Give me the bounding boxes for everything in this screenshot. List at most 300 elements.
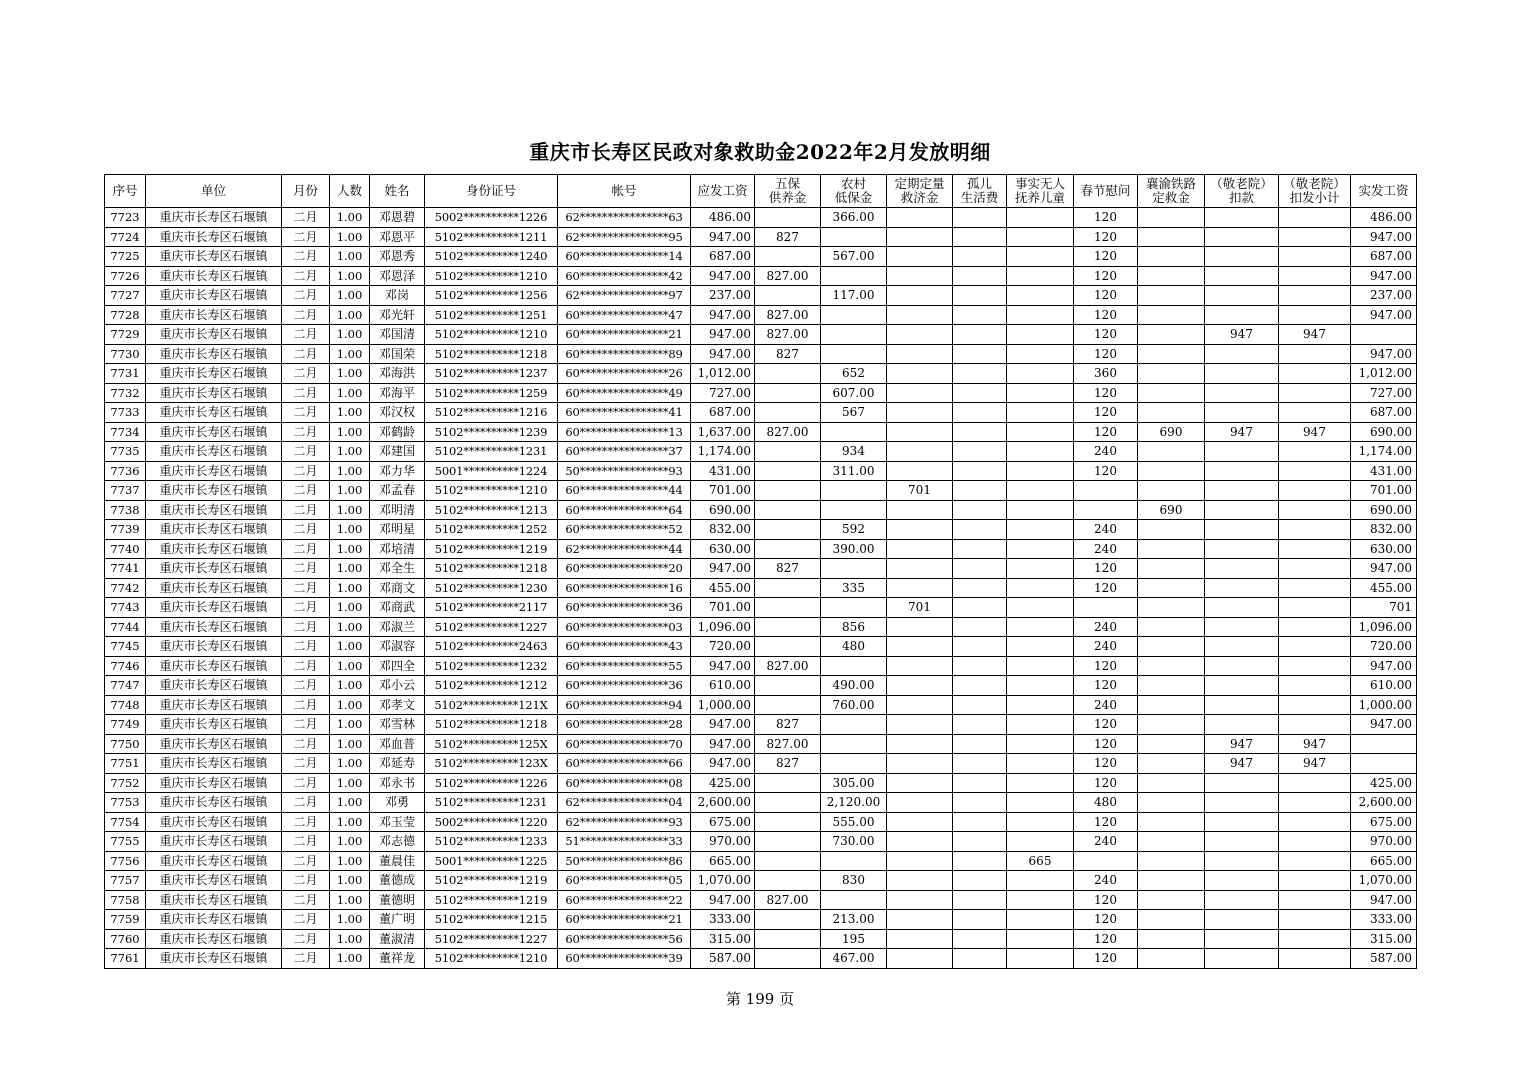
table-cell: 827.00 bbox=[755, 734, 821, 754]
table-cell: 1.00 bbox=[330, 364, 370, 384]
table-cell bbox=[1279, 773, 1351, 793]
table-cell: 120 bbox=[1074, 578, 1138, 598]
table-row bbox=[105, 656, 1417, 676]
table-cell: 5102**********1259 bbox=[425, 383, 558, 403]
table-cell: 5102**********1237 bbox=[425, 364, 558, 384]
table-cell: 1.00 bbox=[330, 773, 370, 793]
table-cell: 重庆市长寿区石堰镇 bbox=[146, 559, 282, 579]
table-cell: 690 bbox=[1138, 500, 1205, 520]
table-cell: 687.00 bbox=[1351, 403, 1417, 423]
table-cell bbox=[887, 851, 953, 871]
table-cell: 邓雪林 bbox=[370, 715, 425, 735]
table-cell: 60****************16 bbox=[558, 578, 691, 598]
table-cell: 947.00 bbox=[691, 344, 755, 364]
table-cell: 5102**********1211 bbox=[425, 227, 558, 247]
table-cell: 7736 bbox=[105, 461, 146, 481]
table-cell bbox=[953, 617, 1007, 637]
table-cell: 1.00 bbox=[330, 442, 370, 462]
table-cell bbox=[887, 500, 953, 520]
table-cell: 7741 bbox=[105, 559, 146, 579]
table-cell bbox=[1007, 286, 1074, 306]
table-cell: 1.00 bbox=[330, 851, 370, 871]
table-cell: 二月 bbox=[282, 890, 330, 910]
table-cell: 60****************21 bbox=[558, 910, 691, 930]
table-cell: 1.00 bbox=[330, 325, 370, 345]
table-cell: 2,120.00 bbox=[821, 793, 887, 813]
table-cell: 701.00 bbox=[691, 598, 755, 618]
table-cell: 610.00 bbox=[1351, 676, 1417, 696]
table-cell: 240 bbox=[1074, 695, 1138, 715]
table-cell bbox=[953, 832, 1007, 852]
table-cell: 二月 bbox=[282, 598, 330, 618]
table-cell bbox=[953, 910, 1007, 930]
table-cell bbox=[755, 383, 821, 403]
table-cell: 1.00 bbox=[330, 520, 370, 540]
table-cell: 687.00 bbox=[691, 247, 755, 267]
table-cell: 重庆市长寿区石堰镇 bbox=[146, 812, 282, 832]
table-cell: 1.00 bbox=[330, 286, 370, 306]
table-cell: 390.00 bbox=[821, 539, 887, 559]
table-cell: 5001**********1224 bbox=[425, 461, 558, 481]
table-row bbox=[105, 812, 1417, 832]
table-cell: 701.00 bbox=[1351, 481, 1417, 501]
table-cell: 760.00 bbox=[821, 695, 887, 715]
table-cell: 1.00 bbox=[330, 227, 370, 247]
table-cell: 237.00 bbox=[691, 286, 755, 306]
table-cell: 120 bbox=[1074, 656, 1138, 676]
table-cell: 邓志德 bbox=[370, 832, 425, 852]
table-cell: 60****************44 bbox=[558, 481, 691, 501]
table-cell bbox=[1007, 637, 1074, 657]
table-cell: 1.00 bbox=[330, 871, 370, 891]
table-row bbox=[105, 734, 1417, 754]
table-cell: 947.00 bbox=[1351, 656, 1417, 676]
table-cell: 二月 bbox=[282, 286, 330, 306]
table-cell bbox=[953, 676, 1007, 696]
table-cell: 62****************04 bbox=[558, 793, 691, 813]
table-cell: 5001**********1225 bbox=[425, 851, 558, 871]
table-cell: 7758 bbox=[105, 890, 146, 910]
table-cell: 7745 bbox=[105, 637, 146, 657]
table-cell bbox=[953, 520, 1007, 540]
table-cell: 7738 bbox=[105, 500, 146, 520]
table-cell bbox=[1205, 500, 1279, 520]
table-cell: 120 bbox=[1074, 754, 1138, 774]
table-cell: 120 bbox=[1074, 559, 1138, 579]
table-cell bbox=[755, 637, 821, 657]
table-cell bbox=[1205, 929, 1279, 949]
table-cell bbox=[1205, 461, 1279, 481]
table-cell: 邓永书 bbox=[370, 773, 425, 793]
table-cell bbox=[1279, 910, 1351, 930]
table-cell: 690.00 bbox=[1351, 422, 1417, 442]
table-cell: 240 bbox=[1074, 442, 1138, 462]
table-cell: 5102**********1251 bbox=[425, 305, 558, 325]
table-cell bbox=[887, 715, 953, 735]
table-cell: 60****************36 bbox=[558, 598, 691, 618]
table-cell: 7734 bbox=[105, 422, 146, 442]
table-cell: 827 bbox=[755, 715, 821, 735]
table-cell: 重庆市长寿区石堰镇 bbox=[146, 656, 282, 676]
table-cell: 120 bbox=[1074, 461, 1138, 481]
table-cell: 827 bbox=[755, 559, 821, 579]
table-cell bbox=[1007, 773, 1074, 793]
table-cell bbox=[1138, 227, 1205, 247]
table-cell: 1,637.00 bbox=[691, 422, 755, 442]
table-row bbox=[105, 500, 1417, 520]
table-cell bbox=[1007, 227, 1074, 247]
table-cell bbox=[887, 422, 953, 442]
table-cell bbox=[1279, 500, 1351, 520]
table-cell: 490.00 bbox=[821, 676, 887, 696]
table-cell: 652 bbox=[821, 364, 887, 384]
table-cell: 7754 bbox=[105, 812, 146, 832]
table-cell: 二月 bbox=[282, 578, 330, 598]
table-cell: 947.00 bbox=[691, 227, 755, 247]
table-cell: 5102**********2117 bbox=[425, 598, 558, 618]
table-cell: 665 bbox=[1007, 851, 1074, 871]
table-cell bbox=[887, 461, 953, 481]
table-cell: 947.00 bbox=[691, 305, 755, 325]
table-cell: 二月 bbox=[282, 812, 330, 832]
table-cell: 邓玉莹 bbox=[370, 812, 425, 832]
table-cell bbox=[1007, 812, 1074, 832]
table-cell bbox=[1138, 929, 1205, 949]
table-cell bbox=[953, 754, 1007, 774]
table-cell bbox=[821, 598, 887, 618]
table-cell: 7732 bbox=[105, 383, 146, 403]
table-cell: 1.00 bbox=[330, 754, 370, 774]
table-cell: 7759 bbox=[105, 910, 146, 930]
table-cell bbox=[1007, 949, 1074, 969]
table-cell: 二月 bbox=[282, 305, 330, 325]
table-cell bbox=[1205, 227, 1279, 247]
table-cell bbox=[887, 247, 953, 267]
table-cell bbox=[953, 344, 1007, 364]
column-header: 五保 供养金 bbox=[755, 175, 821, 208]
table-cell: 二月 bbox=[282, 208, 330, 228]
table-cell bbox=[755, 364, 821, 384]
table-row bbox=[105, 344, 1417, 364]
table-cell: 120 bbox=[1074, 812, 1138, 832]
table-cell: 二月 bbox=[282, 715, 330, 735]
table-cell: 重庆市长寿区石堰镇 bbox=[146, 871, 282, 891]
table-cell: 970.00 bbox=[1351, 832, 1417, 852]
table-cell: 5102**********1230 bbox=[425, 578, 558, 598]
table-cell bbox=[1279, 481, 1351, 501]
table-cell: 重庆市长寿区石堰镇 bbox=[146, 890, 282, 910]
table-cell: 5102**********123X bbox=[425, 754, 558, 774]
table-cell bbox=[887, 695, 953, 715]
column-header: 事实无人 抚养儿童 bbox=[1007, 175, 1074, 208]
table-cell: 832.00 bbox=[1351, 520, 1417, 540]
table-cell: 邓孝文 bbox=[370, 695, 425, 715]
table-cell: 二月 bbox=[282, 851, 330, 871]
table-cell: 690.00 bbox=[1351, 500, 1417, 520]
table-cell bbox=[1138, 617, 1205, 637]
table-cell bbox=[887, 812, 953, 832]
column-header: 月份 bbox=[282, 175, 330, 208]
page-number: 第 199 页 bbox=[725, 990, 795, 1008]
table-row bbox=[105, 793, 1417, 813]
table-cell bbox=[953, 773, 1007, 793]
table-cell: 1.00 bbox=[330, 403, 370, 423]
table-cell bbox=[1138, 481, 1205, 501]
table-cell: 486.00 bbox=[1351, 208, 1417, 228]
table-cell: 1.00 bbox=[330, 832, 370, 852]
column-header: 春节慰问 bbox=[1074, 175, 1138, 208]
table-cell bbox=[1138, 598, 1205, 618]
table-cell bbox=[953, 500, 1007, 520]
table-cell bbox=[953, 929, 1007, 949]
table-cell: 333.00 bbox=[1351, 910, 1417, 930]
table-cell bbox=[953, 598, 1007, 618]
table-cell: 重庆市长寿区石堰镇 bbox=[146, 754, 282, 774]
table-cell bbox=[1205, 812, 1279, 832]
table-cell: 重庆市长寿区石堰镇 bbox=[146, 481, 282, 501]
table-cell bbox=[1205, 403, 1279, 423]
table-cell: 二月 bbox=[282, 461, 330, 481]
table-cell: 1.00 bbox=[330, 890, 370, 910]
table-cell: 重庆市长寿区石堰镇 bbox=[146, 910, 282, 930]
table-cell: 610.00 bbox=[691, 676, 755, 696]
table-cell: 邓国荣 bbox=[370, 344, 425, 364]
table-cell bbox=[1138, 754, 1205, 774]
table-cell: 690 bbox=[1138, 422, 1205, 442]
table-cell: 7748 bbox=[105, 695, 146, 715]
table-cell: 1,012.00 bbox=[1351, 364, 1417, 384]
table-cell: 邓恩秀 bbox=[370, 247, 425, 267]
table-cell: 947.00 bbox=[1351, 344, 1417, 364]
table-cell: 邓海洪 bbox=[370, 364, 425, 384]
table-cell: 240 bbox=[1074, 832, 1138, 852]
table-cell: 240 bbox=[1074, 539, 1138, 559]
table-cell: 60****************55 bbox=[558, 656, 691, 676]
table-cell bbox=[1007, 481, 1074, 501]
table-cell: 120 bbox=[1074, 344, 1138, 364]
table-cell: 480 bbox=[821, 637, 887, 657]
table-cell bbox=[1279, 442, 1351, 462]
table-cell: 7725 bbox=[105, 247, 146, 267]
table-cell: 1.00 bbox=[330, 715, 370, 735]
table-cell: 947.00 bbox=[691, 656, 755, 676]
table-cell: 720.00 bbox=[1351, 637, 1417, 657]
table-cell: 947.00 bbox=[691, 715, 755, 735]
table-cell bbox=[1007, 929, 1074, 949]
table-cell: 60****************43 bbox=[558, 637, 691, 657]
table-row bbox=[105, 461, 1417, 481]
table-cell: 1.00 bbox=[330, 734, 370, 754]
table-cell: 195 bbox=[821, 929, 887, 949]
table-cell bbox=[1138, 247, 1205, 267]
table-cell: 62****************63 bbox=[558, 208, 691, 228]
table-cell bbox=[1205, 676, 1279, 696]
table-cell bbox=[1007, 578, 1074, 598]
table-cell: 60****************66 bbox=[558, 754, 691, 774]
table-cell bbox=[887, 305, 953, 325]
table-cell: 5102**********1216 bbox=[425, 403, 558, 423]
table-cell bbox=[1007, 403, 1074, 423]
table-cell bbox=[887, 676, 953, 696]
table-row bbox=[105, 676, 1417, 696]
table-cell: 701 bbox=[1351, 598, 1417, 618]
table-row bbox=[105, 422, 1417, 442]
table-cell: 1.00 bbox=[330, 617, 370, 637]
table-cell: 二月 bbox=[282, 832, 330, 852]
table-cell bbox=[1351, 754, 1417, 774]
table-row bbox=[105, 286, 1417, 306]
table-cell bbox=[1007, 461, 1074, 481]
table-cell bbox=[953, 637, 1007, 657]
table-cell: 7753 bbox=[105, 793, 146, 813]
table-cell: 62****************44 bbox=[558, 539, 691, 559]
table-cell: 5102**********1212 bbox=[425, 676, 558, 696]
table-cell: 431.00 bbox=[691, 461, 755, 481]
table-cell bbox=[1138, 305, 1205, 325]
table-cell: 1.00 bbox=[330, 793, 370, 813]
table-cell bbox=[755, 832, 821, 852]
table-cell bbox=[755, 929, 821, 949]
table-cell bbox=[1007, 832, 1074, 852]
table-cell: 60****************39 bbox=[558, 949, 691, 969]
table-cell: 7737 bbox=[105, 481, 146, 501]
table-cell bbox=[1007, 364, 1074, 384]
table-cell: 827.00 bbox=[755, 325, 821, 345]
table-cell: 827.00 bbox=[755, 890, 821, 910]
table-cell bbox=[1205, 481, 1279, 501]
column-header: （敬老院） 扣款 bbox=[1205, 175, 1279, 208]
table-cell bbox=[755, 676, 821, 696]
table-cell: 邓商文 bbox=[370, 578, 425, 598]
table-cell: 7729 bbox=[105, 325, 146, 345]
table-cell: 董淑清 bbox=[370, 929, 425, 949]
table-cell: 970.00 bbox=[691, 832, 755, 852]
table-cell: 二月 bbox=[282, 559, 330, 579]
column-header: 帐号 bbox=[558, 175, 691, 208]
table-cell bbox=[1007, 559, 1074, 579]
table-cell: 555.00 bbox=[821, 812, 887, 832]
table-row bbox=[105, 403, 1417, 423]
table-cell bbox=[1279, 403, 1351, 423]
table-cell bbox=[1007, 734, 1074, 754]
table-cell bbox=[821, 422, 887, 442]
table-row bbox=[105, 266, 1417, 286]
table-cell: 重庆市长寿区石堰镇 bbox=[146, 325, 282, 345]
table-cell: 60****************49 bbox=[558, 383, 691, 403]
table-cell: 480 bbox=[1074, 793, 1138, 813]
table-cell bbox=[755, 442, 821, 462]
table-cell: 60****************20 bbox=[558, 559, 691, 579]
table-cell: 重庆市长寿区石堰镇 bbox=[146, 539, 282, 559]
table-cell: 7757 bbox=[105, 871, 146, 891]
table-cell: 1,174.00 bbox=[691, 442, 755, 462]
table-row bbox=[105, 481, 1417, 501]
table-cell: 7750 bbox=[105, 734, 146, 754]
table-cell: 947 bbox=[1205, 325, 1279, 345]
table-row bbox=[105, 890, 1417, 910]
table-cell bbox=[953, 539, 1007, 559]
table-cell: 60****************41 bbox=[558, 403, 691, 423]
table-cell: 1.00 bbox=[330, 695, 370, 715]
table-cell: 1.00 bbox=[330, 383, 370, 403]
table-cell: 7743 bbox=[105, 598, 146, 618]
table-cell: 120 bbox=[1074, 403, 1138, 423]
table-cell: 60****************42 bbox=[558, 266, 691, 286]
payment-table bbox=[104, 174, 1417, 969]
table-cell: 60****************36 bbox=[558, 676, 691, 696]
column-header: 应发工资 bbox=[691, 175, 755, 208]
table-cell: 二月 bbox=[282, 500, 330, 520]
table-cell: 1.00 bbox=[330, 422, 370, 442]
table-cell bbox=[1138, 949, 1205, 969]
table-cell: 455.00 bbox=[691, 578, 755, 598]
table-cell bbox=[887, 890, 953, 910]
table-cell bbox=[755, 793, 821, 813]
column-header: 襄渝铁路 定救金 bbox=[1138, 175, 1205, 208]
table-cell: 重庆市长寿区石堰镇 bbox=[146, 929, 282, 949]
table-cell bbox=[1279, 286, 1351, 306]
table-cell: 486.00 bbox=[691, 208, 755, 228]
table-cell bbox=[953, 227, 1007, 247]
table-cell: 邓岗 bbox=[370, 286, 425, 306]
table-cell bbox=[755, 871, 821, 891]
table-cell bbox=[1205, 383, 1279, 403]
table-cell: 630.00 bbox=[691, 539, 755, 559]
table-cell bbox=[1138, 403, 1205, 423]
table-cell: 947.00 bbox=[691, 734, 755, 754]
table-cell bbox=[953, 559, 1007, 579]
table-cell bbox=[1074, 598, 1138, 618]
table-cell: 934 bbox=[821, 442, 887, 462]
table-cell bbox=[1205, 773, 1279, 793]
table-cell bbox=[1205, 305, 1279, 325]
table-cell bbox=[1007, 442, 1074, 462]
table-cell: 335 bbox=[821, 578, 887, 598]
table-cell: 5102**********1213 bbox=[425, 500, 558, 520]
table-cell: 二月 bbox=[282, 266, 330, 286]
table-cell: 7733 bbox=[105, 403, 146, 423]
table-cell bbox=[953, 812, 1007, 832]
table-cell bbox=[1138, 715, 1205, 735]
table-cell bbox=[755, 461, 821, 481]
table-header-row bbox=[105, 175, 1417, 208]
table-cell bbox=[1138, 851, 1205, 871]
table-cell: 60****************03 bbox=[558, 617, 691, 637]
table-cell: 1,096.00 bbox=[1351, 617, 1417, 637]
table-cell: 5102**********121X bbox=[425, 695, 558, 715]
table-cell bbox=[1007, 325, 1074, 345]
table-cell bbox=[953, 851, 1007, 871]
table-cell: 947 bbox=[1205, 734, 1279, 754]
table-cell: 二月 bbox=[282, 871, 330, 891]
table-cell: 947 bbox=[1205, 422, 1279, 442]
table-cell: 720.00 bbox=[691, 637, 755, 657]
table-cell bbox=[887, 871, 953, 891]
table-cell: 5102**********1219 bbox=[425, 890, 558, 910]
table-cell bbox=[1279, 695, 1351, 715]
table-row bbox=[105, 929, 1417, 949]
table-cell bbox=[755, 851, 821, 871]
table-cell: 120 bbox=[1074, 715, 1138, 735]
table-cell bbox=[1279, 461, 1351, 481]
table-cell: 重庆市长寿区石堰镇 bbox=[146, 949, 282, 969]
table-cell: 120 bbox=[1074, 286, 1138, 306]
table-cell: 5102**********1210 bbox=[425, 325, 558, 345]
table-cell: 邓海平 bbox=[370, 383, 425, 403]
table-cell bbox=[1205, 910, 1279, 930]
table-cell bbox=[1205, 286, 1279, 306]
table-row bbox=[105, 715, 1417, 735]
